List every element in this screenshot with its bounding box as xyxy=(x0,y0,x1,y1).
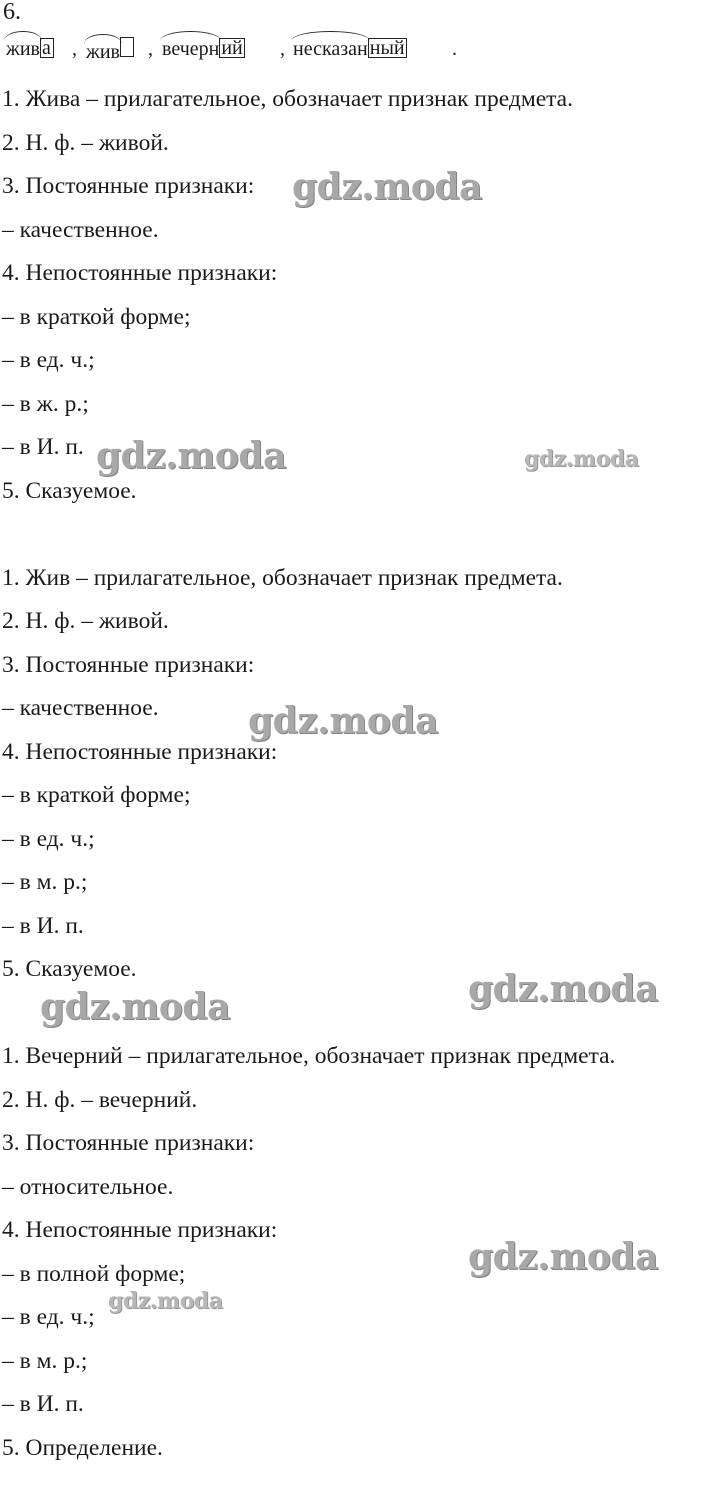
text-line: 1. Жив – прилагательное, обозначает признак предмета. xyxy=(2,564,563,591)
text-line: – в ед. ч.; xyxy=(2,347,95,373)
ending-box: ий xyxy=(221,37,243,59)
text-line: 3. Постоянные признаки: xyxy=(2,651,255,678)
text-line: – в И. п. xyxy=(2,1391,84,1417)
root-mark: вечерн xyxy=(162,38,220,60)
text-line: – относительное. xyxy=(2,1173,174,1200)
ending-box: а xyxy=(40,38,54,58)
parsed-word-4 xyxy=(293,37,407,61)
watermark: gdz.moda xyxy=(248,700,438,742)
text-line: – в м. р.; xyxy=(2,869,88,895)
text-line: – в м. р.; xyxy=(2,1347,88,1374)
separator: , xyxy=(280,38,285,60)
task-number: 6. xyxy=(3,0,21,25)
morphemic-parse-row xyxy=(6,29,706,69)
watermark: gdz.moda xyxy=(96,435,286,477)
text-line: 1. Вечерний – прилагательное, обозначает признак предмета. xyxy=(2,1043,616,1069)
text-line: 4. Непостоянные признаки: xyxy=(2,1217,278,1243)
text-line: – в полной форме; xyxy=(2,1260,186,1287)
watermark: gdz.moda xyxy=(468,968,658,1010)
parsed-word-2 xyxy=(86,37,134,64)
text-line: – в И. п. xyxy=(2,434,84,460)
watermark: gdz.moda xyxy=(292,166,482,208)
text-line: 5. Сказуемое. xyxy=(2,477,137,504)
separator: . xyxy=(452,38,457,60)
text-line: 5. Сказуемое. xyxy=(2,956,137,982)
text-line: 2. Н. ф. – живой. xyxy=(2,129,169,156)
text-line: – качественное. xyxy=(2,695,159,721)
parsed-word-3 xyxy=(162,37,245,61)
watermark: gdz.moda xyxy=(468,1236,658,1278)
watermark: gdz.moda xyxy=(40,986,230,1028)
text-line: – в ед. ч.; xyxy=(2,825,95,852)
text-line: 3. Постоянные признаки: xyxy=(2,173,255,199)
text-line: – в краткой форме; xyxy=(2,303,191,330)
text-line: 3. Постоянные признаки: xyxy=(2,1130,255,1156)
parsed-word-1 xyxy=(6,37,54,61)
root-mark: жив xyxy=(86,41,120,63)
watermark: gdz.moda xyxy=(108,1288,223,1314)
text-line: 2. Н. ф. – живой. xyxy=(2,608,169,634)
root-mark: жив xyxy=(6,38,40,60)
root-mark: несказан xyxy=(293,38,368,60)
ending-box xyxy=(120,37,134,57)
ending-box: ный xyxy=(369,37,405,59)
text-line: – в краткой форме; xyxy=(2,782,191,808)
text-line: – качественное. xyxy=(2,216,159,243)
separator: , xyxy=(148,38,153,60)
separator: , xyxy=(72,38,77,60)
text-line: 2. Н. ф. – вечерний. xyxy=(2,1086,198,1113)
text-line: 4. Непостоянные признаки: xyxy=(2,738,278,765)
text-line: 4. Непостоянные признаки: xyxy=(2,260,278,286)
watermark: gdz.moda xyxy=(524,446,639,472)
text-line: – в ж. р.; xyxy=(2,390,89,417)
text-line: – в ед. ч.; xyxy=(2,1304,95,1330)
text-line: – в И. п. xyxy=(2,912,84,939)
text-line: 1. Жива – прилагательное, обозначает признак предмета. xyxy=(2,86,573,112)
text-line: 5. Определение. xyxy=(2,1434,163,1461)
